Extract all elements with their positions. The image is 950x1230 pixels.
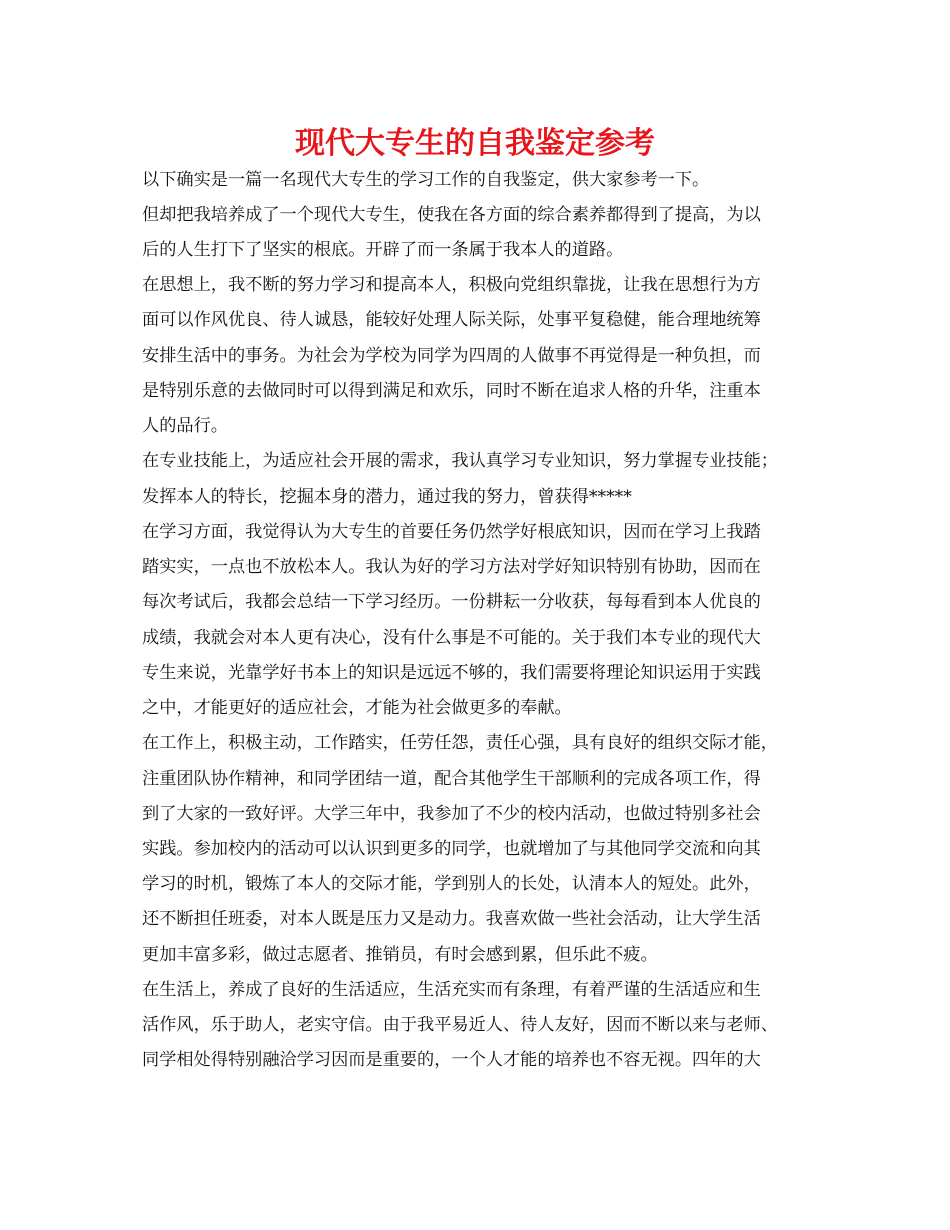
body-line: 在工作上，积极主动，工作踏实，任劳任怨，责任心强，具有良好的组织交际才能， <box>142 733 778 753</box>
body-line: 安排生活中的事务。为社会为学校为同学为四周的人做事不再觉得是一种负担，而 <box>142 346 761 366</box>
body-line: 到了大家的一致好评。大学三年中，我参加了不少的校内活动，也做过特别多社会 <box>142 804 761 824</box>
body-line: 更加丰富多彩，做过志愿者、推销员，有时会感到累，但乐此不疲。 <box>142 945 658 965</box>
document-title: 现代大专生的自我鉴定参考 <box>295 126 655 161</box>
body-line: 在生活上，养成了良好的生活适应，生活充实而有条理，有着严谨的生活适应和生 <box>142 980 761 1000</box>
body-line: 专生来说，光靠学好书本上的知识是远远不够的，我们需要将理论知识运用于实践 <box>142 663 761 683</box>
body-line: 活作风，乐于助人，老实守信。由于我平易近人、待人友好，因而不断以来与老师、 <box>142 1015 778 1035</box>
body-line: 以下确实是一篇一名现代大专生的学习工作的自我鉴定，供大家参考一下。 <box>142 170 710 190</box>
body-line: 之中，才能更好的适应社会，才能为社会做更多的奉献。 <box>142 698 572 718</box>
body-line: 在专业技能上，为适应社会开展的需求，我认真学习专业知识，努力掌握专业技能； <box>142 451 778 471</box>
body-line: 注重团队协作精神，和同学团结一道，配合其他学生干部顺利的完成各项工作，得 <box>142 769 761 789</box>
body-line: 每次考试后，我都会总结一下学习经历。一份耕耘一分收获，每每看到本人优良的 <box>142 592 761 612</box>
body-line: 但却把我培养成了一个现代大专生，使我在各方面的综合素养都得到了提高，为以 <box>142 205 761 225</box>
body-line: 面可以作风优良、待人诚恳，能较好处理人际关际，处事平复稳健，能合理地统筹 <box>142 310 761 330</box>
body-line: 成绩，我就会对本人更有决心，没有什么事是不可能的。关于我们本专业的现代大 <box>142 628 761 648</box>
body-line: 后的人生打下了坚实的根底。开辟了而一条属于我本人的道路。 <box>142 240 624 260</box>
body-line: 实践。参加校内的活动可以认识到更多的同学，也就增加了与其他同学交流和向其 <box>142 839 761 859</box>
body-line: 是特别乐意的去做同时可以得到满足和欢乐，同时不断在追求人格的升华，注重本 <box>142 381 761 401</box>
body-line: 在思想上，我不断的努力学习和提高本人，积极向党组织靠拢，让我在思想行为方 <box>142 275 761 295</box>
body-line: 在学习方面，我觉得认为大专生的首要任务仍然学好根底知识，因而在学习上我踏 <box>142 522 761 542</box>
body-line: 同学相处得特别融洽学习因而是重要的，一个人才能的培养也不容无视。四年的大 <box>142 1050 761 1070</box>
body-line: 学习的时机，锻炼了本人的交际才能，学到别人的长处，认清本人的短处。此外， <box>142 874 761 894</box>
body-line: 人的品行。 <box>142 416 228 436</box>
body-line: 踏实实，一点也不放松本人。我认为好的学习方法对学好知识特别有协助，因而在 <box>142 557 761 577</box>
body-line: 还不断担任班委，对本人既是压力又是动力。我喜欢做一些社会活动，让大学生活 <box>142 909 761 929</box>
body-line: 发挥本人的特长，挖掘本身的潜力，通过我的努力，曾获得***** <box>142 487 632 507</box>
